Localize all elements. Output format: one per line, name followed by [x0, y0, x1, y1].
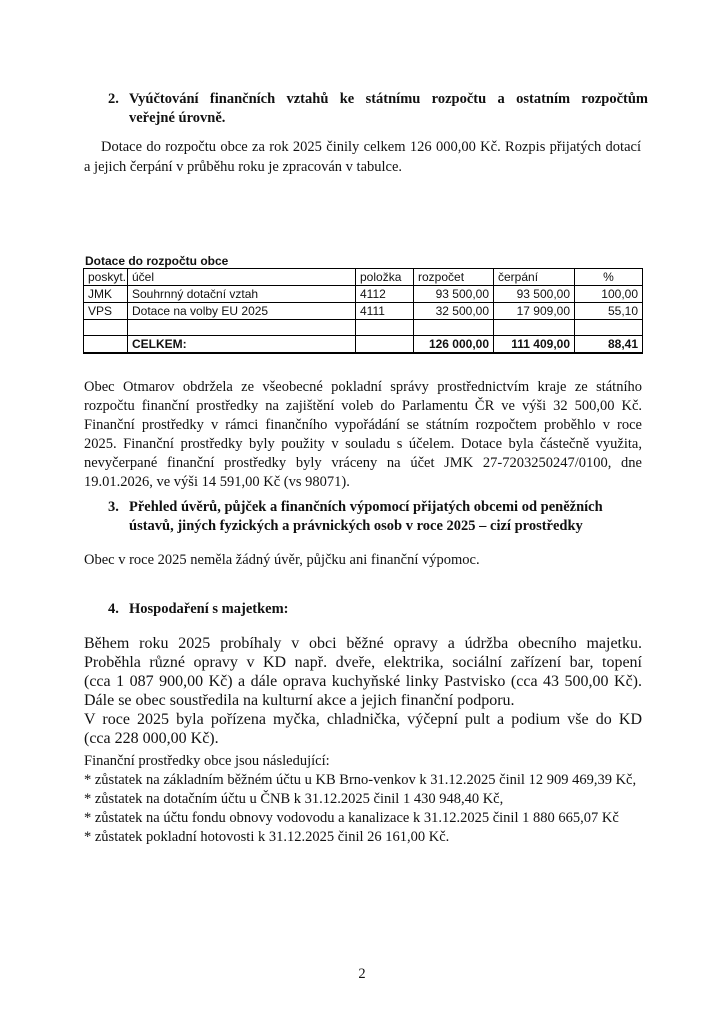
- funds-intro: Finanční prostředky obce jsou následující:: [84, 753, 330, 769]
- section-2-intro-line2: a jejich čerpání v průběhu roku je zpracován v tabulce.: [84, 159, 403, 175]
- section-3-number: 3.: [108, 499, 119, 515]
- paragraph-line: rozpočtu finanční prostředky na zajištění voleb do Parlamentu ČR ve výši 32 500,00 Kč.: [84, 398, 642, 414]
- paragraph-line: Finanční prostředky v rámci finančního vypořádání se státním rozpočtem proběhlo v roce: [84, 417, 642, 433]
- header-cell: čerpání: [494, 269, 575, 286]
- section-4-heading: [108, 600, 408, 620]
- section-3-text: Obec v roce 2025 neměla žádný úvěr, půjčku ani finanční výpomoc.: [84, 552, 480, 568]
- subsidy-table: [83, 268, 643, 354]
- table-cell: JMK: [84, 286, 128, 303]
- table-cell: 93 500,00: [414, 286, 494, 303]
- header-cell: %: [575, 269, 643, 286]
- table-cell: 32 500,00: [414, 303, 494, 320]
- section-2-title-line1: Vyúčtování finančních vztahů ke státnímu rozpočtu a ostatním rozpočtům: [129, 91, 648, 107]
- section-2-title-line2: veřejné úrovně.: [129, 110, 226, 126]
- total-budget: 126 000,00: [414, 336, 494, 354]
- table-cell: 93 500,00: [494, 286, 575, 303]
- page-number: 2: [358, 966, 366, 982]
- section-4-title: Hospodaření s majetkem:: [129, 601, 289, 617]
- section-2-intro-line1: Dotace do rozpočtu obce za rok 2025 činily celkem 126 000,00 Kč. Rozpis přijatých dotací: [101, 139, 641, 155]
- section-4-number: 4.: [108, 601, 119, 617]
- table-row: [84, 303, 643, 320]
- table-cell: 17 909,00: [494, 303, 575, 320]
- funds-list: [84, 752, 636, 847]
- table-row: [84, 286, 643, 303]
- section-2-number: 2.: [108, 91, 119, 107]
- paragraph-line: 2025. Finanční prostředky byly použity v souladu s účelem. Dotace byla částečně využita,: [84, 436, 642, 452]
- header-cell: položka: [356, 269, 414, 286]
- section-2-heading: [108, 90, 648, 130]
- section-3-title-line2: ústavů, jiných fyzických a právnických osob v roce 2025 – cizí prostředky: [129, 518, 583, 534]
- section-4-line: Dále se obec soustředila na kulturní akce a jejich finanční podporu.: [84, 692, 515, 709]
- table-total-row: [84, 336, 643, 354]
- section-4-line: Během roku 2025 probíhaly v obci běžné opravy a údržba obecního majetku.: [84, 635, 642, 652]
- paragraph-after-table: [84, 378, 642, 492]
- table-title: Dotace do rozpočtu obce: [85, 254, 229, 268]
- table-cell: 100,00: [575, 286, 643, 303]
- paragraph-line: Obec Otmarov obdržela ze všeobecné pokladní správy prostřednictvím kraje ze státního: [84, 379, 642, 395]
- paragraph-line: 19.01.2026, ve výši 14 591,00 Kč (vs 98071).: [84, 474, 350, 490]
- table-blank-row: [84, 320, 643, 336]
- total-label: CELKEM:: [128, 336, 356, 354]
- header-cell: poskyt.: [84, 269, 128, 286]
- total-percent: 88,41: [575, 336, 643, 354]
- paragraph-line: nevyčerpané finanční prostředky byly vráceny na účet JMK 27-7203250247/0100, dne: [84, 455, 642, 471]
- total-spent: 111 409,00: [494, 336, 575, 354]
- list-item: * zůstatek na základním běžném účtu u KB Brno-venkov k 31.12.2025 činil 12 909 469,39 Kč,: [84, 772, 637, 788]
- header-cell: rozpočet: [414, 269, 494, 286]
- table-cell: 4111: [356, 303, 414, 320]
- table-cell: Dotace na volby EU 2025: [128, 303, 356, 320]
- list-item: * zůstatek pokladní hotovosti k 31.12.2025 činil 26 161,00 Kč.: [84, 829, 450, 845]
- section-4-line: (cca 1 087 900,00 Kč) a dále oprava kuchyňské linky Pastvisko (cca 43 500,00 Kč).: [84, 673, 642, 690]
- table-header-row: [84, 269, 643, 286]
- header-cell: účel: [128, 269, 356, 286]
- section-4-line: V roce 2025 byla pořízena myčka, chladnička, výčepní pult a podium vše do KD: [84, 711, 642, 728]
- table-cell: VPS: [84, 303, 128, 320]
- table-cell: 4112: [356, 286, 414, 303]
- table-cell: 55,10: [575, 303, 643, 320]
- list-item: * zůstatek na dotačním účtu u ČNB k 31.12.2025 činil 1 430 948,40 Kč,: [84, 791, 504, 807]
- list-item: * zůstatek na účtu fondu obnovy vodovodu a kanalizace k 31.12.2025 činil 1 880 665,07 Kč: [84, 810, 619, 826]
- section-4-line: (cca 228 000,00 Kč).: [84, 730, 219, 747]
- section-4-body: [84, 634, 642, 748]
- section-4-line: Proběhla různé opravy v KD např. dveře, elektrika, sociální zařízení bar, topení: [84, 654, 642, 671]
- section-3-heading: [108, 498, 628, 538]
- table-cell: Souhrnný dotační vztah: [128, 286, 356, 303]
- section-3-title-line1: Přehled úvěrů, půjček a finančních výpomocí přijatých obcemi od peněžních: [129, 499, 603, 515]
